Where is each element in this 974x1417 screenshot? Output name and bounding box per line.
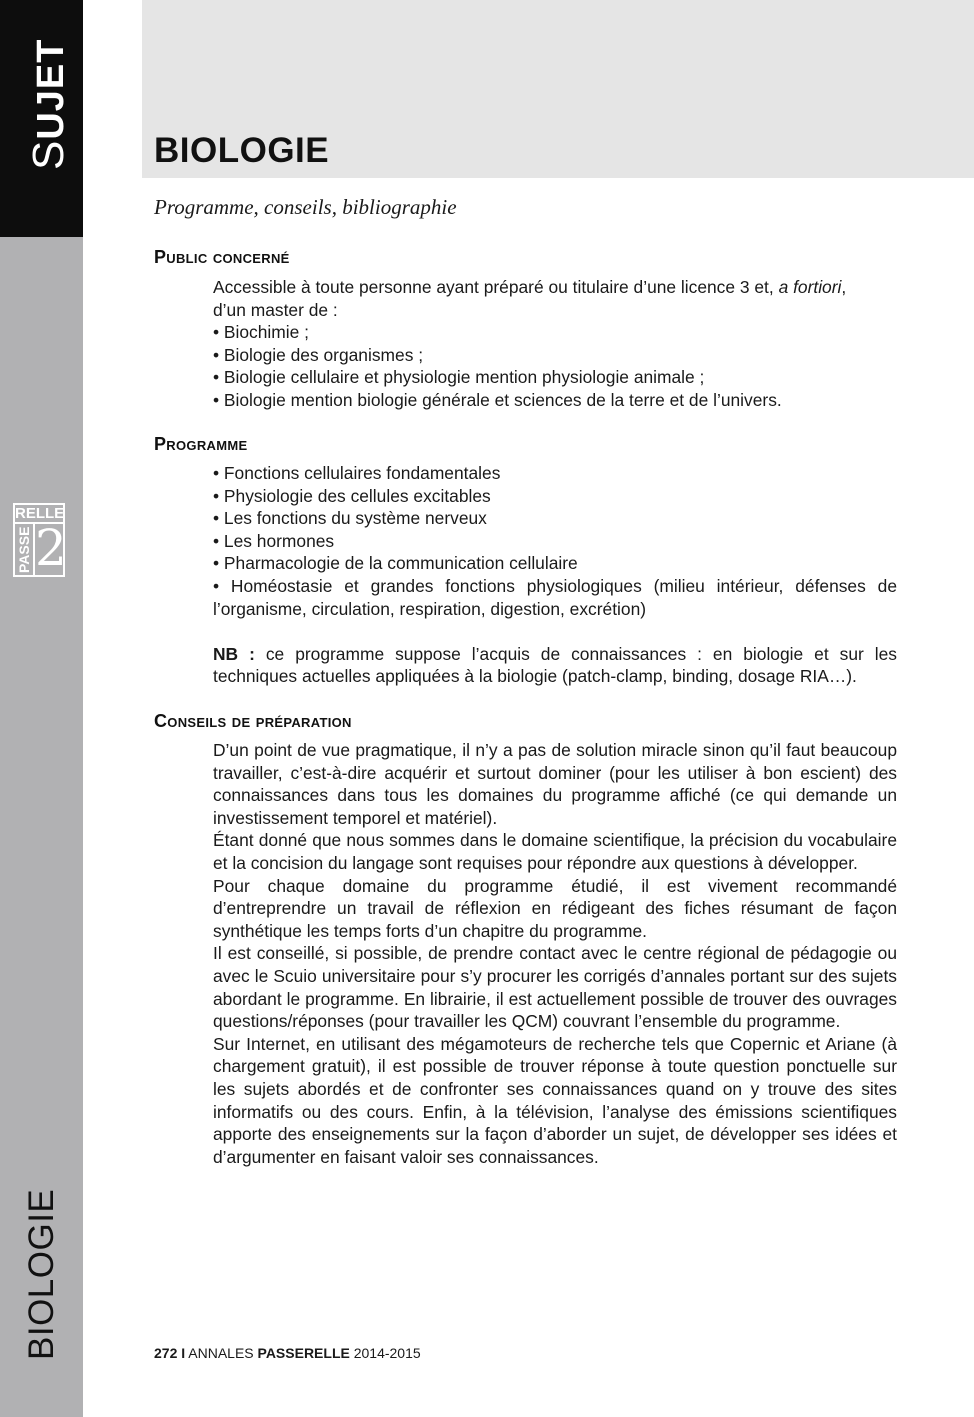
paragraph: D’un point de vue pragmatique, il n’y a pas de solution miracle sinon qu’il faut beaucoup travailler, c’est-à-dire acquérir et surtout dominer (pour les utiliser à bon escient) des connaissances dans tous les domaines du programme affiché (ce qui demande un investissement temporel et matériel). xyxy=(213,740,897,828)
footer-separator: I xyxy=(181,1345,186,1361)
list-item: • Pharmacologie de la communication cellulaire xyxy=(213,553,578,574)
public-intro-text: Accessible à toute personne ayant préparé ou titulaire d’une licence 3 et, xyxy=(213,277,779,297)
heading-conseils: Conseils de préparation xyxy=(154,711,352,731)
left-sidebar xyxy=(0,0,83,1417)
list-item: • Biologie cellulaire et physiologie mention physiologie animale ; xyxy=(213,367,705,388)
heading-programme: Programme xyxy=(154,434,248,454)
footer-brand: PASSERELLE xyxy=(257,1345,350,1361)
passerelle-2-logo xyxy=(13,503,65,577)
list-item: • Homéostasie et grandes fonctions physiologiques (milieu intérieur, défenses de l’organisme, circulation, respiration, digestion, excrétion) xyxy=(213,575,897,619)
nb-text: ce programme suppose l’acquis de connaissances : en biologie et sur les techniques actuelles appliquées à la biologie (patch-clamp, binding, dosage RIA…). xyxy=(213,643,897,687)
list-item: • Physiologie des cellules excitables xyxy=(213,485,491,506)
programme-block xyxy=(213,462,897,688)
section-label-rest: UJET xyxy=(30,38,72,140)
page-number: 272 xyxy=(154,1345,178,1361)
list-item: • Biochimie ; xyxy=(213,322,309,343)
list-item: • Les fonctions du système nerveux xyxy=(213,508,487,529)
footer-annales: ANNALES xyxy=(188,1345,254,1361)
conseils-block xyxy=(213,739,897,1168)
logo-top-text: RELLE xyxy=(15,505,65,522)
list-item: • Biologie des organismes ; xyxy=(213,344,424,365)
nb-label: NB : xyxy=(213,643,255,664)
paragraph: Il est conseillé, si possible, de prendre contact avec le centre régional de pédagogie ou avec le Scuio universitaire pour s’y procurer les corrigés d’annales portant sur des sujets abordant le programme. En librairie, il est actuellement possible de trouver des ouvrages questions/réponses (pour travailler les QCM) couvrant l’ensemble du programme. xyxy=(213,943,897,1032)
public-intro-comma: , xyxy=(841,277,847,297)
list-item: • Fonctions cellulaires fondamentales xyxy=(213,463,501,483)
footer-years: 2014-2015 xyxy=(353,1345,421,1361)
public-intro xyxy=(213,276,897,299)
programme-note xyxy=(213,643,897,688)
logo-number: 2 xyxy=(35,519,67,577)
sidebar-subject-label: BIOLOGIE xyxy=(22,1188,61,1360)
paragraph: Pour chaque domaine du programme étudié, il est vivement recommandé d’entreprendre un travail de réflexion en rédigeant des fiches résumant de façon synthétique les temps forts d’un chapitre du programme. xyxy=(213,875,897,941)
page-footer xyxy=(154,1345,421,1361)
heading-public-concerne: Public concerné xyxy=(154,247,290,267)
paragraph: Sur Internet, en utilisant des mégamoteurs de recherche tels que Copernic et Ariane (à chargement gratuit), il est possible de trouver réponse à toute question ponctuelle sur les sujets abordés et de confronter ses connaissances quand on y trouve des sites informatifs ou des cours. Enfin, à la télévision, l’analyse des émissions scientifiques apporte des enseignements sur la façon d’aborder un sujet, de développer ses idées et d’argumenter en faisant valoir ses connaissances. xyxy=(213,1033,897,1167)
public-intro-line2: d’un master de : xyxy=(213,299,338,320)
section-label xyxy=(24,39,74,171)
list-item: • Les hormones xyxy=(213,530,335,551)
public-concerne-block xyxy=(213,276,897,412)
page-title: BIOLOGIE xyxy=(154,131,330,170)
logo-side-text: PASSE xyxy=(16,526,32,573)
public-intro-italic: a fortiori xyxy=(778,277,842,297)
section-label-initial: S xyxy=(24,139,73,170)
list-item: • Biologie mention biologie générale et sciences de la terre et de l’univers. xyxy=(213,389,782,410)
sidebar-section-tab xyxy=(0,0,83,237)
page-subtitle: Programme, conseils, bibliographie xyxy=(154,195,457,219)
paragraph: Étant donné que nous sommes dans le domaine scientifique, la précision du vocabulaire et la concision du langage sont requises pour répondre aux questions à développer. xyxy=(213,830,897,873)
